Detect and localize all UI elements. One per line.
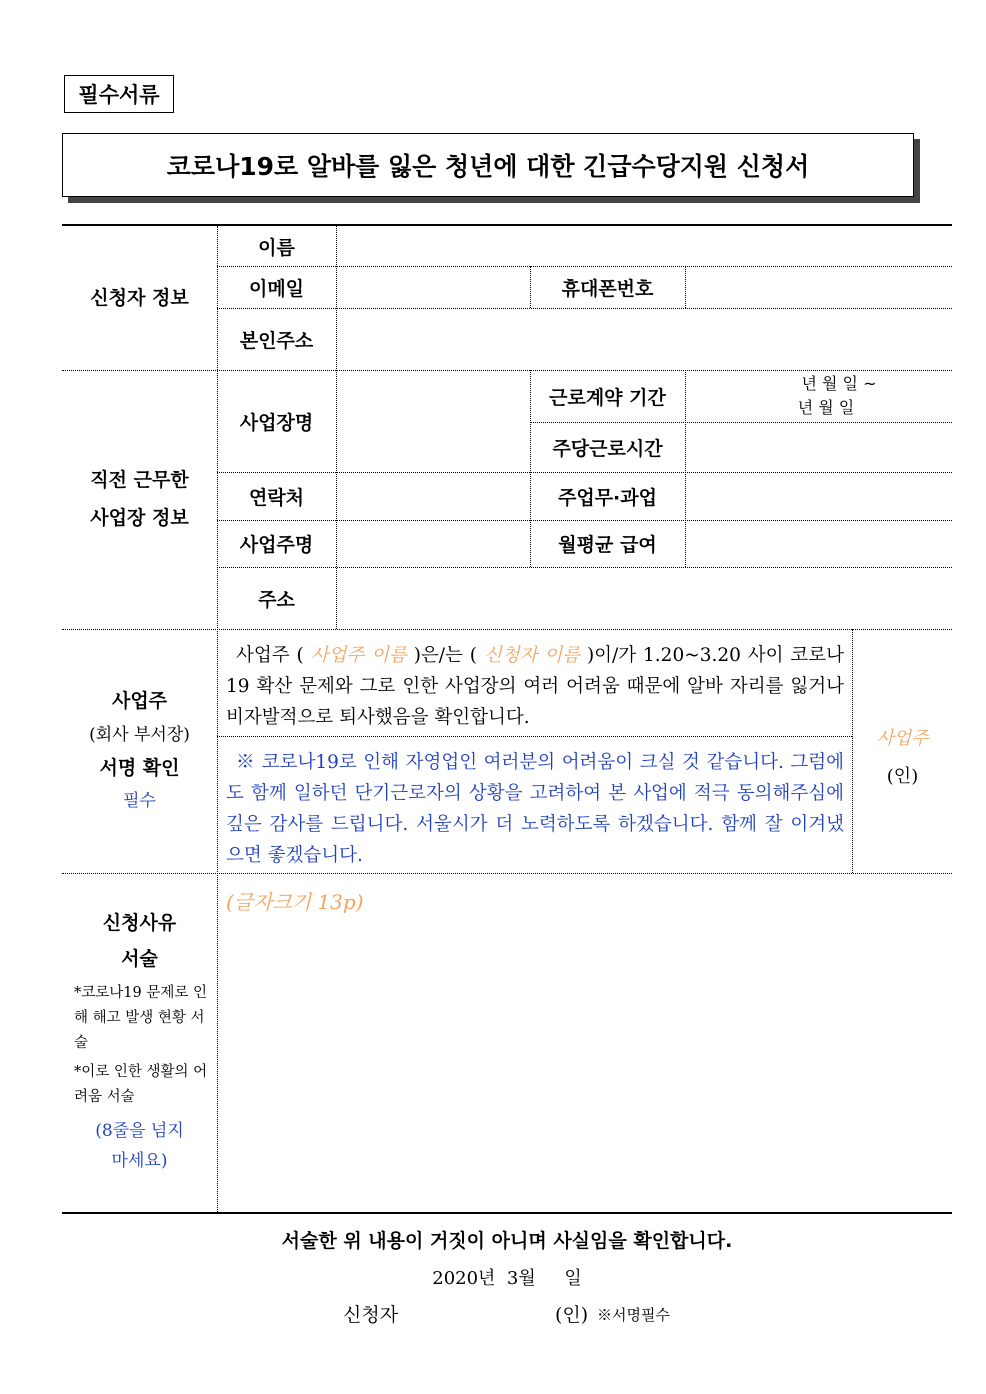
company-name-field[interactable] xyxy=(337,371,529,471)
applicant-sign-field[interactable] xyxy=(440,1300,550,1328)
employer-confirmation-text: 사업주 ( 사업주 이름 )은/는 ( 신청자 이름 )이/가 1.20~3.20 사이 코로나19 확산 문제와 그로 인한 사업장의 여러 어려움 때문에 알바 자리를 잃거나 비자발적으로 퇴사했음을 확인합니다. xyxy=(226,645,845,728)
name-label: 이름 xyxy=(258,236,295,259)
phone-label: 휴대폰번호 xyxy=(561,277,654,300)
owner-name-field[interactable] xyxy=(337,521,529,566)
contract-period-field[interactable] xyxy=(686,372,952,420)
reason-section-label: 신청사유 서술 *코로나19 문제로 인해 해고 발생 현황 서술 *이로 인한 생활의 어려움 서술 (8줄을 넘지 마세요) xyxy=(74,912,208,1171)
workplace-address-field[interactable] xyxy=(337,568,951,628)
row-divider xyxy=(217,736,852,737)
font-size-hint: (글자크기 13p) xyxy=(226,890,364,914)
owner-name-label: 사업주명 xyxy=(239,534,314,556)
sign-required-note: ※서명필수 xyxy=(597,1306,670,1324)
email-label: 이메일 xyxy=(248,277,305,300)
duty-label: 주업무·과업 xyxy=(558,486,657,509)
employer-section-label: 사업주 (회사 부서장) 서명 확인 필수 xyxy=(89,690,190,812)
applicant-name-placeholder[interactable]: 신청자 이름 xyxy=(476,645,587,666)
address-field[interactable] xyxy=(337,309,951,369)
applicant-section-label: 신청자 정보 xyxy=(90,286,189,309)
weekly-hours-field[interactable] xyxy=(686,423,951,471)
form-title: 코로나19로 알바를 잃은 청년에 대한 긴급수당지원 신청서 xyxy=(62,133,914,197)
contact-field[interactable] xyxy=(337,473,529,519)
salary-label: 월평균 급여 xyxy=(558,534,657,556)
contact-label: 연락처 xyxy=(248,486,305,509)
period-start: 년 월 일 ~ xyxy=(801,374,877,393)
employer-seal: (인) xyxy=(886,766,919,787)
application-date[interactable]: 2020년 3월 일 xyxy=(432,1268,582,1289)
applicant-sign-label: 신청자 xyxy=(343,1304,399,1326)
required-doc-tag: 필수서류 xyxy=(64,75,174,113)
name-field[interactable] xyxy=(337,227,951,265)
duty-field[interactable] xyxy=(686,473,951,519)
company-name-label: 사업장명 xyxy=(239,411,314,434)
period-end: 년 월 일 xyxy=(797,398,855,417)
contract-period-label: 근로계약 기간 xyxy=(549,386,666,409)
workplace-section-label: 직전 근무한 사업장 정보 xyxy=(90,469,189,529)
weekly-hours-label: 주당근로시간 xyxy=(552,437,663,460)
address-label: 본인주소 xyxy=(239,329,314,352)
salary-field[interactable] xyxy=(686,521,951,566)
employer-note: ※ 코로나19로 인해 자영업인 여러분의 어려움이 크실 것 같습니다. 그럼에도 함께 일하던 단기근로자의 상황을 고려하여 본 사업에 적극 동의해주심에 깊은 감사를 드립니다. 서울시가 더 노력하도록 하겠습니다. 함께 잘 이겨냈으면 좋겠습니다. xyxy=(226,752,844,866)
truth-statement: 서술한 위 내용이 거짓이 아니며 사실임을 확인합니다. xyxy=(281,1230,733,1252)
owner-name-placeholder[interactable]: 사업주 이름 xyxy=(303,645,414,666)
applicant-seal: (인) xyxy=(555,1304,589,1326)
reason-textarea[interactable] xyxy=(218,874,952,1211)
table-bottom-rule xyxy=(62,1212,952,1214)
employer-sign-label: 사업주 xyxy=(876,728,929,749)
email-field[interactable] xyxy=(337,267,529,307)
workplace-address-label: 주소 xyxy=(258,588,295,611)
phone-field[interactable] xyxy=(686,267,951,307)
employer-sign-area[interactable] xyxy=(853,720,952,796)
